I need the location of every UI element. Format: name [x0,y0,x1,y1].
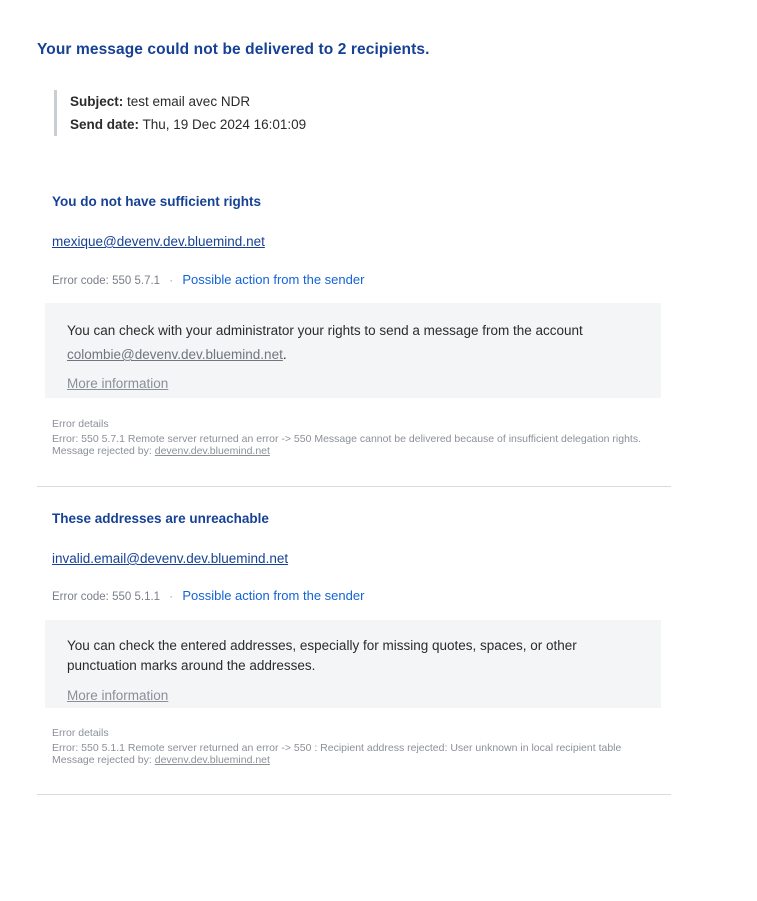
error-code-label: Error code: [52,591,109,603]
error-code-value: 550 5.1.1 [112,591,161,603]
possible-action-link[interactable]: Possible action from the sender [182,588,365,603]
section-divider [37,794,671,795]
page-title: Your message could not be delivered to 2 recipients. [37,41,430,58]
rejected-by-label: Message rejected by: [52,754,152,766]
error-code-separator: · [169,591,174,603]
more-information-link[interactable]: More information [67,688,169,703]
advice-text-post: . [282,347,287,362]
advice-text [67,636,639,676]
error-details-title: Error details [52,418,109,430]
recipient-address[interactable]: invalid.email@devenv.dev.bluemind.net [52,551,289,566]
summary-subject-label: Subject: [70,94,124,109]
possible-action-link[interactable]: Possible action from the sender [182,272,365,287]
error-code-value: 550 5.7.1 [112,275,161,287]
error-code-label: Error code: [52,275,109,287]
summary-subject-value: test email avec NDR [127,94,251,109]
error-details-title: Error details [52,727,109,739]
error-details [52,727,652,767]
advice-account-link[interactable]: colombie@devenv.dev.bluemind.net [67,347,283,362]
rejected-by-label: Message rejected by: [52,445,152,457]
error-code-line [52,272,364,287]
section-divider [37,486,671,487]
rejected-by-value: devenv.dev.bluemind.net [154,754,270,766]
summary-senddate-value: Thu, 19 Dec 2024 16:01:09 [142,117,307,132]
advice-text-pre: You can check with your administrator your rights to send a message from the account [67,323,583,338]
section-heading: These addresses are unreachable [52,511,269,526]
summary-senddate-row [70,113,306,136]
advice-panel [45,303,661,398]
recipient-address[interactable]: mexique@devenv.dev.bluemind.net [52,234,265,249]
error-details [52,418,652,458]
rejected-by-value: devenv.dev.bluemind.net [154,445,270,457]
more-information-link[interactable]: More information [67,376,169,391]
error-code-separator: · [169,275,174,287]
section-heading: You do not have sufficient rights [52,194,262,209]
summary-subject-row [70,90,306,113]
error-details-text: Error: 550 5.7.1 Remote server returned an error -> 550 Message cannot be delivered because of insufficient delegation rights. [52,432,642,445]
summary-senddate-label: Send date: [70,117,140,132]
advice-text [67,319,639,367]
message-summary [54,90,306,136]
error-details-text: Error: 550 5.1.1 Remote server returned an error -> 550 : Recipient address rejected: User unknown in local recipient table [52,741,622,754]
advice-panel [45,620,661,708]
error-code-line [52,588,364,603]
advice-text-pre: You can check the entered addresses, especially for missing quotes, spaces, or other punctuation marks around the addresses. [67,638,577,673]
